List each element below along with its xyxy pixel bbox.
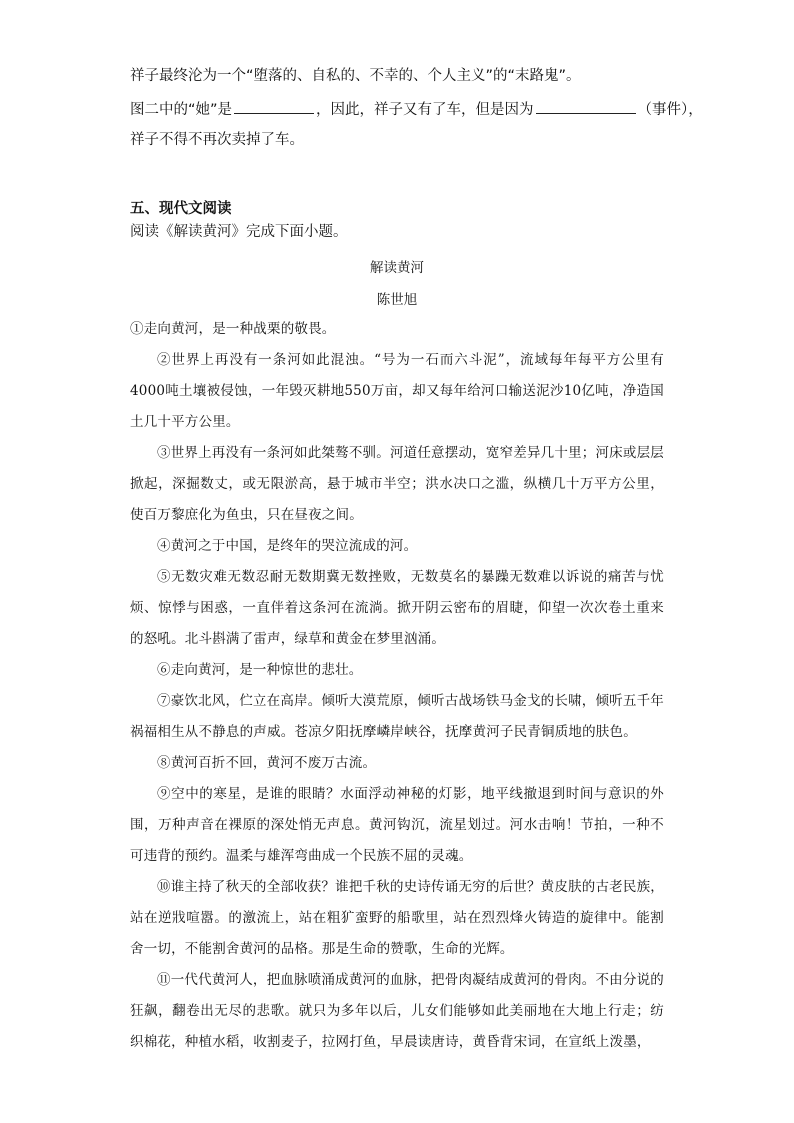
paragraph-9: ⑨空中的寒星，是谁的眼睛？水面浮动神秘的灯影，地平线撤退到时间与意识的外围，万种声音在裸原的深处悄无声息。黄河钩沉，流星划过。河水击响！节拍，一种不可违背的预约。温柔与雄浑弯曲成一个民族不屈的灵魂。 — [130, 786, 664, 864]
reading-instruction: 阅读《解读黄河》完成下面小题。 — [130, 224, 348, 240]
paragraph-8: ⑧黄河百折不回，黄河不废万古流。 — [157, 755, 377, 771]
answer-blank-2[interactable] — [536, 99, 636, 114]
text-segment: ，因此，祥子又有了车，但是因为 — [316, 102, 534, 118]
article-author: 陈世旭 — [376, 292, 418, 308]
paragraph-5: ⑤无数灾难无数忍耐无数期冀无数挫败，无数莫名的暴躁无数难以诉说的痛苦与忧烦、惊悸与困惑，一直伴着这条河在流淌。掀开阴云密布的眉睫，仰望一次次卷土重来的怒吼。北斗斟满了雷声，绿草和黄金在梦里汹涌。 — [130, 569, 664, 647]
text-line: 祥子最终沦为一个“堕落的、自私的、不幸的、个人主义”的“末路鬼”。 — [130, 68, 581, 84]
paragraph-10: ⑩谁主持了秋天的全部收获？谁把千秋的史诗传诵无穷的后世？黄皮肤的古老民族，站在逆戕喧嚣。的激流上，站在粗犷蛮野的船歌里，站在烈烈烽火铸造的旋律中。能割舍一切，不能割舍黄河的品格。那是生命的赞歌，生命的光辉。 — [130, 879, 664, 957]
paragraph-3: ③世界上再没有一条河如此桀骜不驯。河道任意摆动，宽窄差异几十里；河床或层层掀起，深掘数丈，或无限淤高，悬于城市半空；洪水决口之滥，纵横几十万平方公里，使百万黎庶化为鱼虫，只在昼夜之间。 — [130, 445, 664, 523]
paragraph-2: ②世界上再没有一条河如此混浊。“号为一石而六斗泥”，流域每年每平方公里有4000吨土壤被侵蚀，一年毁灭耕地550万亩，却又每年给河口输送泥沙10亿吨，净造国土几十平方公里。 — [130, 352, 664, 430]
paragraph-6: ⑥走向黄河，是一种惊世的悲壮。 — [157, 662, 363, 678]
paragraph-7: ⑦豪饮北风，伫立在高岸。倾听大漠荒原，倾听古战场铁马金戈的长啸，倾听五千年祸福相生从不静息的声威。苍凉夕阳抚摩嶙岸峡谷，抚摩黄河子民青铜质地的肤色。 — [130, 693, 664, 740]
text-segment: （事件）， — [637, 102, 703, 118]
fill-in-line — [130, 99, 703, 120]
paragraph-1: ①走向黄河，是一种战栗的敬畏。 — [130, 321, 336, 337]
section-heading: 五、现代文阅读 — [130, 201, 232, 217]
article-title: 解读黄河 — [370, 260, 424, 276]
answer-blank-1[interactable] — [234, 99, 314, 114]
text-line: 祥子不得不再次卖掉了车。 — [130, 132, 304, 148]
paragraph-4: ④黄河之于中国，是终年的哭泣流成的河。 — [157, 538, 418, 554]
paragraph-11: ⑪一代代黄河人，把血脉喷涌成黄河的血脉，把骨肉凝结成黄河的骨肉。不由分说的狂飙，翻卷出无尽的悲歌。就只为多年以后，儿女们能够如此美丽地在大地上行走；纺织棉花，种植水稻，收割麦子，拉网打鱼，早晨读唐诗，黄昏背宋词，在宣纸上泼墨， — [130, 972, 664, 1050]
text-segment: 图二中的“她”是 — [130, 102, 233, 118]
